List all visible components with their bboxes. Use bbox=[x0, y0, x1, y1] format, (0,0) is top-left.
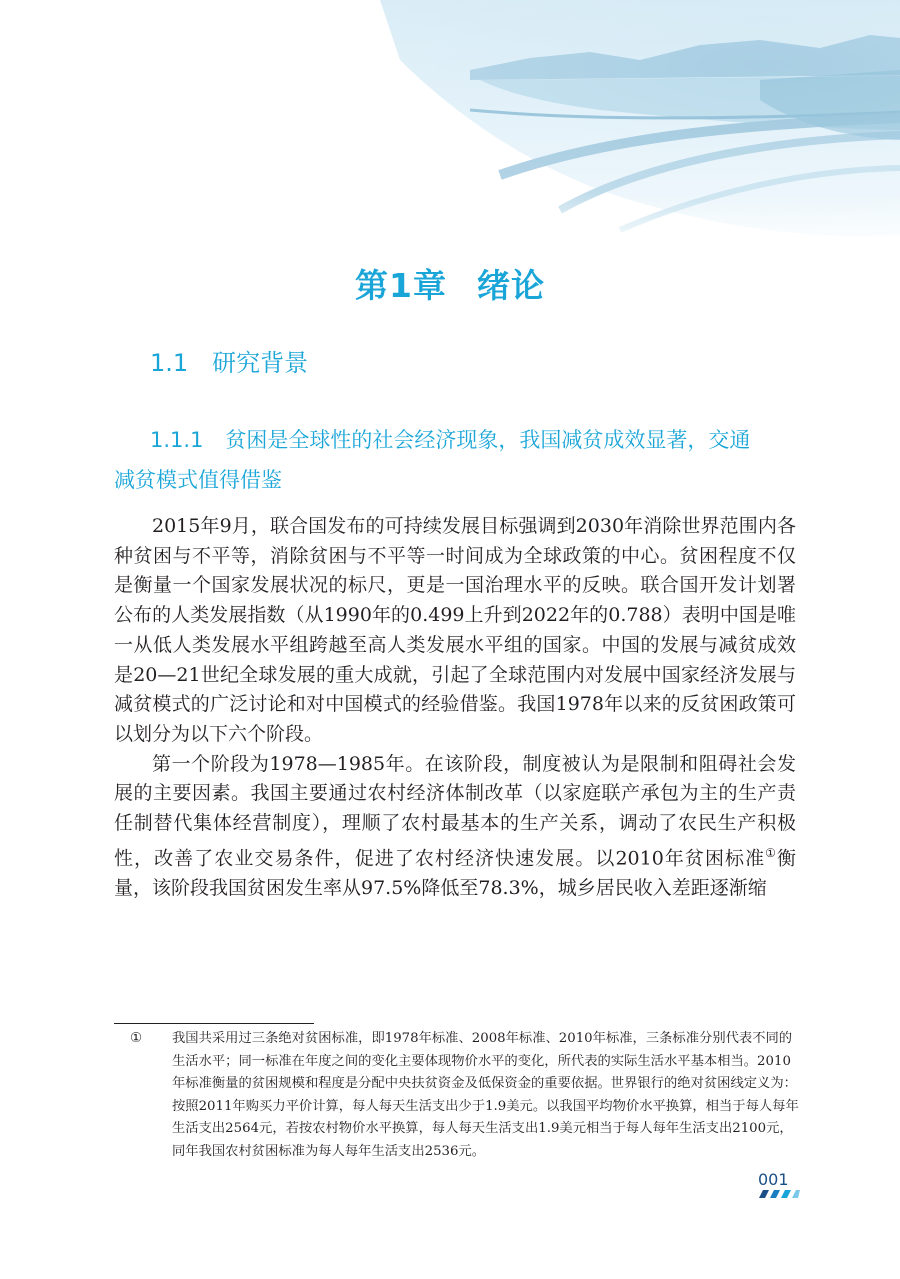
page-number: 001 bbox=[758, 1170, 789, 1189]
footnote bbox=[130, 1028, 802, 1163]
subsection-heading bbox=[114, 420, 804, 500]
section-number: 1.1 bbox=[150, 349, 189, 377]
subsection-title-line-2: 减贫模式值得借鉴 bbox=[114, 468, 282, 492]
subsection-line-1 bbox=[114, 420, 804, 460]
footnote-divider bbox=[114, 1023, 314, 1024]
footnote-reference[interactable]: ① bbox=[765, 845, 777, 860]
section-heading bbox=[150, 343, 308, 378]
subsection-number: 1.1.1 bbox=[150, 428, 204, 452]
subsection-title-line-1: 贫困是全球性的社会经济现象，我国减贫成效显著，交通 bbox=[225, 428, 751, 452]
chapter-name: 绪论 bbox=[476, 266, 545, 305]
body-paragraph-2-continued: 衡量，该阶段我国贫困发生率从97.5%降低至78.3%，城乡居民收入差距逐渐缩 bbox=[114, 847, 797, 899]
footnote-mark: ① bbox=[130, 1031, 142, 1046]
body-text bbox=[114, 512, 796, 903]
body-paragraph-2 bbox=[114, 750, 796, 904]
section-title: 研究背景 bbox=[212, 349, 309, 377]
chapter-title bbox=[0, 260, 900, 307]
body-paragraph-2-text: 第一个阶段为1978—1985年。在该阶段，制度被认为是限制和阻碍社会发展的主要因素。我国主要通过农村经济体制改革（以家庭联产承包为主的生产责任制替代集体经营制度），理顺了农村最基本的生产关系，调动了农民生产积极性，改善了农业交易条件，促进了农村经济快速发展。以2010年贫困标准 bbox=[114, 752, 796, 870]
body-paragraph-1: 2015年9月，联合国发布的可持续发展目标强调到2030年消除世界范围内各种贫困与不平等，消除贫困与不平等一时间成为全球政策的中心。贫困程度不仅是衡量一个国家发展状况的标尺，更是一国治理水平的反映。联合国开发计划署公布的人类发展指数（从1990年的0.499上升到2022年的0.788）表明中国是唯一从低人类发展水平组跨越至高人类发展水平组的国家。中国的发展与减贫成效是20—21世纪全球发展的重大成就，引起了全球范围内对发展中国家经济发展与减贫模式的广泛讨论和对中国模式的经验借鉴。我国1978年以来的反贫困政策可以划分为以下六个阶段。 bbox=[114, 515, 796, 745]
chapter-number: 第1章 bbox=[355, 266, 447, 305]
header-landscape-image bbox=[0, 0, 900, 260]
page-number-stripes bbox=[756, 1190, 800, 1198]
footnote-text: 我国共采用过三条绝对贫困标准，即1978年标准、2008年标准、2010年标准，三条标准分别代表不同的生活水平；同一标准在年度之间的变化主要体现物价水平的变化，所代表的实际生活水平基本相当。2010年标准衡量的贫困规模和程度是分配中央扶贫资金及低保资金的重要依据。世界银行的绝对贫困线定义为：按照2011年购买力平价计算，每人每天生活支出少于1.9美元。以我国平均物价水平换算，相当于每人每年生活支出2564元，若按农村物价水平换算，每人每天生活支出1.9美元相当于每人每年生活支出2100元，同年我国农村贫困标准为每人每年生活支出2536元。 bbox=[172, 1031, 799, 1159]
